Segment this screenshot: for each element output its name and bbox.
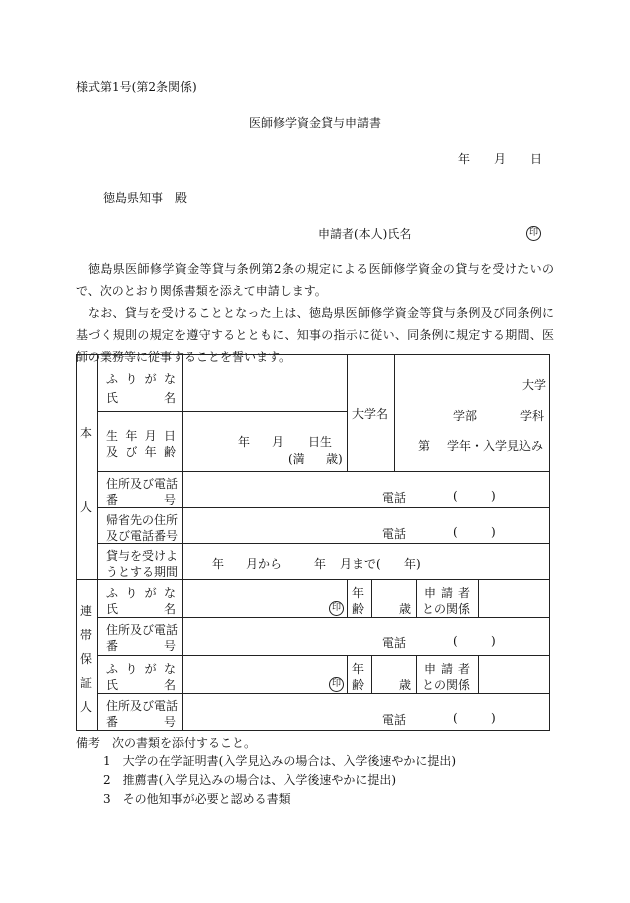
period-total: 年): [404, 557, 421, 571]
furigana-label: ふ り が な: [106, 372, 176, 386]
addressee: 徳島県知事 殿: [103, 191, 188, 205]
faculty-value: 学部: [453, 409, 478, 423]
guarantor-label-5: 人: [80, 700, 93, 714]
address-phone-close: ): [491, 489, 496, 503]
guarantor1-address-label-2: 番 号: [106, 639, 176, 653]
guarantor1-phone-open: (: [453, 634, 458, 648]
guarantor1-age-label-2: 齢: [352, 602, 365, 616]
birth-day: 日生: [308, 435, 333, 449]
guarantor2-age-label-1: 年: [352, 662, 365, 676]
guarantor1-name-label: 氏 名: [106, 602, 176, 616]
guarantor2-furigana-label: ふ り が な: [106, 662, 176, 676]
home-address-label: 帰省先の住所: [106, 513, 179, 527]
period-end-month: 月まで(: [340, 557, 381, 571]
home-phone-close: ): [491, 525, 496, 539]
period-end-year: 年: [314, 557, 327, 571]
home-address-label-2: 及び電話番号: [106, 529, 179, 543]
honin-label-1: 本: [80, 426, 93, 440]
guarantor2-phone-open: (: [453, 711, 458, 725]
date-month: 月: [494, 152, 507, 166]
guarantor-label-4: 証: [80, 676, 93, 690]
birthdate-label: 生 年 月 日: [106, 429, 176, 443]
guarantor1-furigana-label: ふ り が な: [106, 586, 176, 600]
guarantor2-relation-label: 申 請 者: [424, 662, 470, 676]
guarantor2-phone: 電話: [382, 713, 407, 727]
period-start-month: 月から: [246, 557, 283, 571]
period-label-2: うとする期間: [106, 565, 179, 579]
form-number: 様式第1号(第2条関係): [76, 80, 197, 94]
guarantor1-relation-label: 申 請 者: [424, 586, 470, 600]
application-paragraph: 徳島県医師修学資金等貸与条例第2条の規定による医師修学資金の貸与を受けたいので、次のとおり関係書類を添えて申請します。: [76, 262, 554, 298]
note-item-2: 2 推薦書(入学見込みの場合は、入学後速やかに提出): [103, 773, 397, 787]
guarantor1-phone: 電話: [382, 636, 407, 650]
guarantor1-phone-close: ): [491, 634, 496, 648]
age-open: (満: [288, 452, 305, 466]
notes-header: 備考 次の書類を添付すること。: [76, 736, 257, 750]
department-value: 学科: [520, 409, 545, 423]
applicant-name-label: 申請者(本人)氏名: [318, 227, 412, 241]
note-item-1: 1 大学の在学証明書(入学見込みの場合は、入学後速やかに提出): [103, 754, 457, 768]
guarantor2-age-label-2: 齢: [352, 678, 365, 692]
applicant-seal-icon: 印: [526, 224, 541, 241]
guarantor1-age-label-1: 年: [352, 586, 365, 600]
address-label: 住所及び電話: [106, 477, 179, 491]
honin-label-2: 人: [80, 500, 93, 514]
birth-year: 年: [238, 435, 251, 449]
guarantor1-relation-label-2: との関係: [422, 602, 471, 616]
birth-month: 月: [272, 435, 285, 449]
guarantor2-relation-label-2: との関係: [422, 678, 471, 692]
grade-suffix: 学年・入学見込み: [447, 439, 544, 453]
guarantor2-name-label: 氏 名: [106, 678, 176, 692]
note-item-3: 3 その他知事が必要と認める書類: [103, 792, 291, 806]
period-start-year: 年: [212, 557, 225, 571]
guarantor-label-3: 保: [80, 652, 93, 666]
guarantor1-sai: 歳: [399, 602, 412, 616]
home-phone-open: (: [453, 525, 458, 539]
guarantor2-seal-icon: 印: [329, 675, 344, 692]
address-label-2: 番 号: [106, 493, 176, 507]
university-value: 大学: [522, 378, 547, 392]
form-title: 医師修学資金貸与申請書: [248, 116, 381, 130]
grade-prefix: 第: [418, 439, 431, 453]
date-year: 年: [458, 152, 471, 166]
guarantor2-phone-close: ): [491, 711, 496, 725]
guarantor-label-2: 帯: [80, 628, 93, 642]
guarantor-label-1: 連: [80, 604, 93, 618]
home-phone: 電話: [382, 527, 407, 541]
guarantor1-address-label: 住所及び電話: [106, 623, 179, 637]
pledge-paragraph: なお、貸与を受けることとなった上は、徳島県医師修学資金等貸与条例及び同条例に基づく規則の規定を遵守するとともに、知事の指示に従い、同条例に規定する期間、医師の業務等に従事することを誓います。: [76, 306, 554, 364]
date-day: 日: [530, 152, 543, 166]
age-close: 歳): [326, 452, 343, 466]
name-label: 氏 名: [106, 391, 176, 405]
address-phone: 電話: [382, 491, 407, 505]
period-label: 貸与を受けよ: [106, 549, 179, 563]
university-label: 大学名: [352, 407, 389, 421]
guarantor2-address-label-2: 番 号: [106, 715, 176, 729]
guarantor2-address-label: 住所及び電話: [106, 699, 179, 713]
guarantor2-sai: 歳: [399, 678, 412, 692]
guarantor1-seal-icon: 印: [329, 599, 344, 616]
address-phone-open: (: [453, 489, 458, 503]
age-label: 及 び 年 齢: [106, 445, 176, 459]
